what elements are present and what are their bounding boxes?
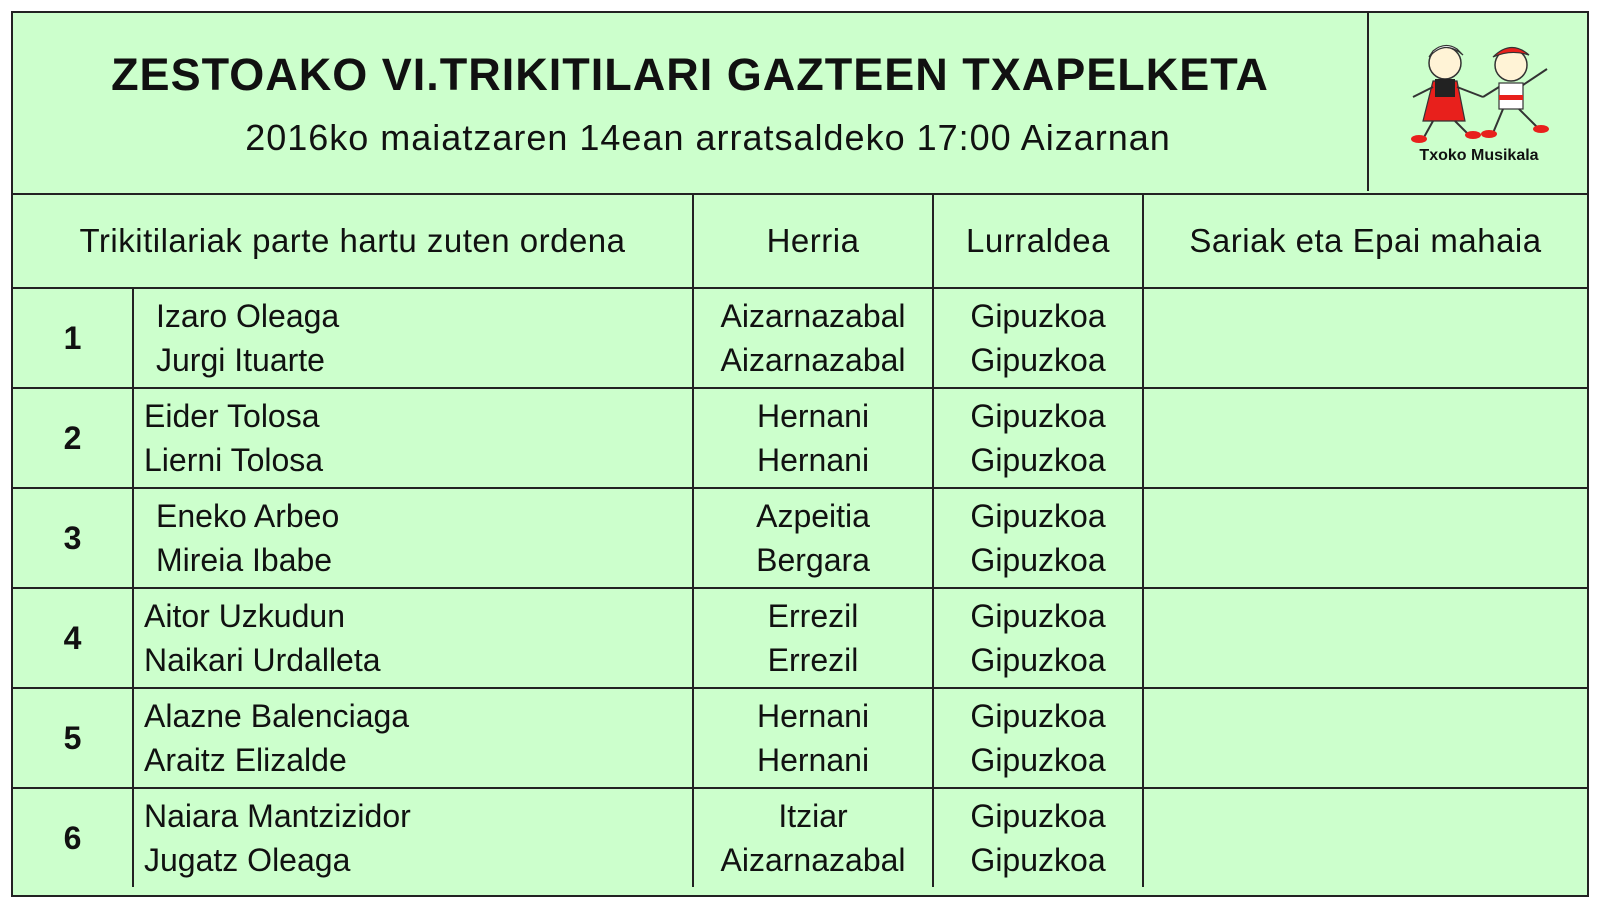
row-number: 1: [13, 288, 133, 388]
names-cell: [133, 288, 693, 388]
awards-cell: [1143, 588, 1587, 688]
names-cell: [133, 388, 693, 488]
town-cell: [693, 588, 933, 688]
participant-region: Gipuzkoa: [970, 298, 1106, 334]
names-cell: [133, 788, 693, 887]
participant-town: Hernani: [756, 742, 870, 778]
table-row: [13, 688, 1587, 788]
participant-name: Eider Tolosa: [144, 398, 320, 434]
header: [13, 13, 1587, 195]
table-row: [13, 488, 1587, 588]
row-number: 2: [13, 388, 133, 488]
table-row: [13, 588, 1587, 688]
participant-name: Naikari Urdalleta: [144, 642, 381, 678]
town-cell: [693, 388, 933, 488]
participant-name: Alazne Balenciaga: [144, 698, 410, 734]
participant-region: Gipuzkoa: [970, 542, 1106, 578]
participant-region: Gipuzkoa: [970, 342, 1106, 378]
awards-cell: [1143, 388, 1587, 488]
competition-sheet: [11, 11, 1589, 897]
participant-name: Izaro Oleaga: [156, 298, 340, 334]
participant-region: Gipuzkoa: [970, 498, 1106, 534]
participant-name: Eneko Arbeo: [156, 498, 340, 534]
participant-region: Gipuzkoa: [970, 842, 1106, 878]
town-cell: [693, 488, 933, 588]
event-date-subtitle: 2016ko maiatzaren 14ean arratsaldeko 17:00 Aizarnan: [245, 117, 1171, 158]
participant-name: Naiara Mantzizidor: [144, 798, 411, 834]
participant-region: Gipuzkoa: [970, 598, 1106, 634]
participant-town: Itziar: [778, 798, 848, 834]
participant-town: Aizarnazabal: [720, 842, 906, 878]
region-cell: [933, 488, 1143, 588]
names-cell: [133, 688, 693, 788]
town-cell: [693, 788, 933, 887]
participant-name: Lierni Tolosa: [144, 442, 324, 478]
participant-region: Gipuzkoa: [970, 398, 1106, 434]
participant-region: Gipuzkoa: [970, 442, 1106, 478]
logo-box: [1367, 13, 1589, 191]
column-header-order: Trikitilariak parte hartu zuten ordena: [13, 194, 693, 288]
participant-name: Jurgi Ituarte: [156, 342, 325, 378]
row-number: 3: [13, 488, 133, 588]
region-cell: [933, 688, 1143, 788]
participant-region: Gipuzkoa: [970, 798, 1106, 834]
participant-town: Azpeitia: [756, 498, 870, 534]
participant-name: Aitor Uzkudun: [144, 598, 345, 634]
row-number: 5: [13, 688, 133, 788]
region-cell: [933, 388, 1143, 488]
names-cell: [133, 588, 693, 688]
table-row: [13, 288, 1587, 388]
names-cell: [133, 488, 693, 588]
participant-town: Errezil: [767, 598, 859, 634]
dancers-logo-icon: [1393, 35, 1563, 145]
row-number: 4: [13, 588, 133, 688]
participant-town: Hernani: [756, 698, 870, 734]
column-header-region: Lurraldea: [933, 194, 1143, 288]
table-row: [13, 388, 1587, 488]
participant-region: Gipuzkoa: [970, 742, 1106, 778]
participant-town: Errezil: [767, 642, 859, 678]
town-cell: [693, 688, 933, 788]
logo-caption: Txoko Musikala: [1419, 147, 1539, 164]
awards-cell: [1143, 488, 1587, 588]
participant-town: Bergara: [756, 542, 870, 578]
participant-town: Hernani: [756, 398, 870, 434]
participant-name: Araitz Elizalde: [144, 742, 347, 778]
page-title: ZESTOAKO VI.TRIKITILARI GAZTEEN TXAPELKETA: [111, 49, 1269, 100]
participant-town: Aizarnazabal: [720, 342, 906, 378]
participant-town: Hernani: [756, 442, 870, 478]
participants-table: [13, 193, 1587, 887]
participant-town: Aizarnazabal: [720, 298, 906, 334]
column-header-town: Herria: [693, 194, 933, 288]
participant-name: Jugatz Oleaga: [144, 842, 351, 878]
region-cell: [933, 588, 1143, 688]
region-cell: [933, 788, 1143, 887]
participant-region: Gipuzkoa: [970, 698, 1106, 734]
table-row: [13, 788, 1587, 887]
town-cell: [693, 288, 933, 388]
table-header-row: [13, 194, 1587, 288]
awards-cell: [1143, 288, 1587, 388]
participant-name: Mireia Ibabe: [156, 542, 333, 578]
row-number: 6: [13, 788, 133, 887]
region-cell: [933, 288, 1143, 388]
awards-cell: [1143, 688, 1587, 788]
participant-region: Gipuzkoa: [970, 642, 1106, 678]
awards-cell: [1143, 788, 1587, 887]
column-header-awards: Sariak eta Epai mahaia: [1143, 194, 1587, 288]
